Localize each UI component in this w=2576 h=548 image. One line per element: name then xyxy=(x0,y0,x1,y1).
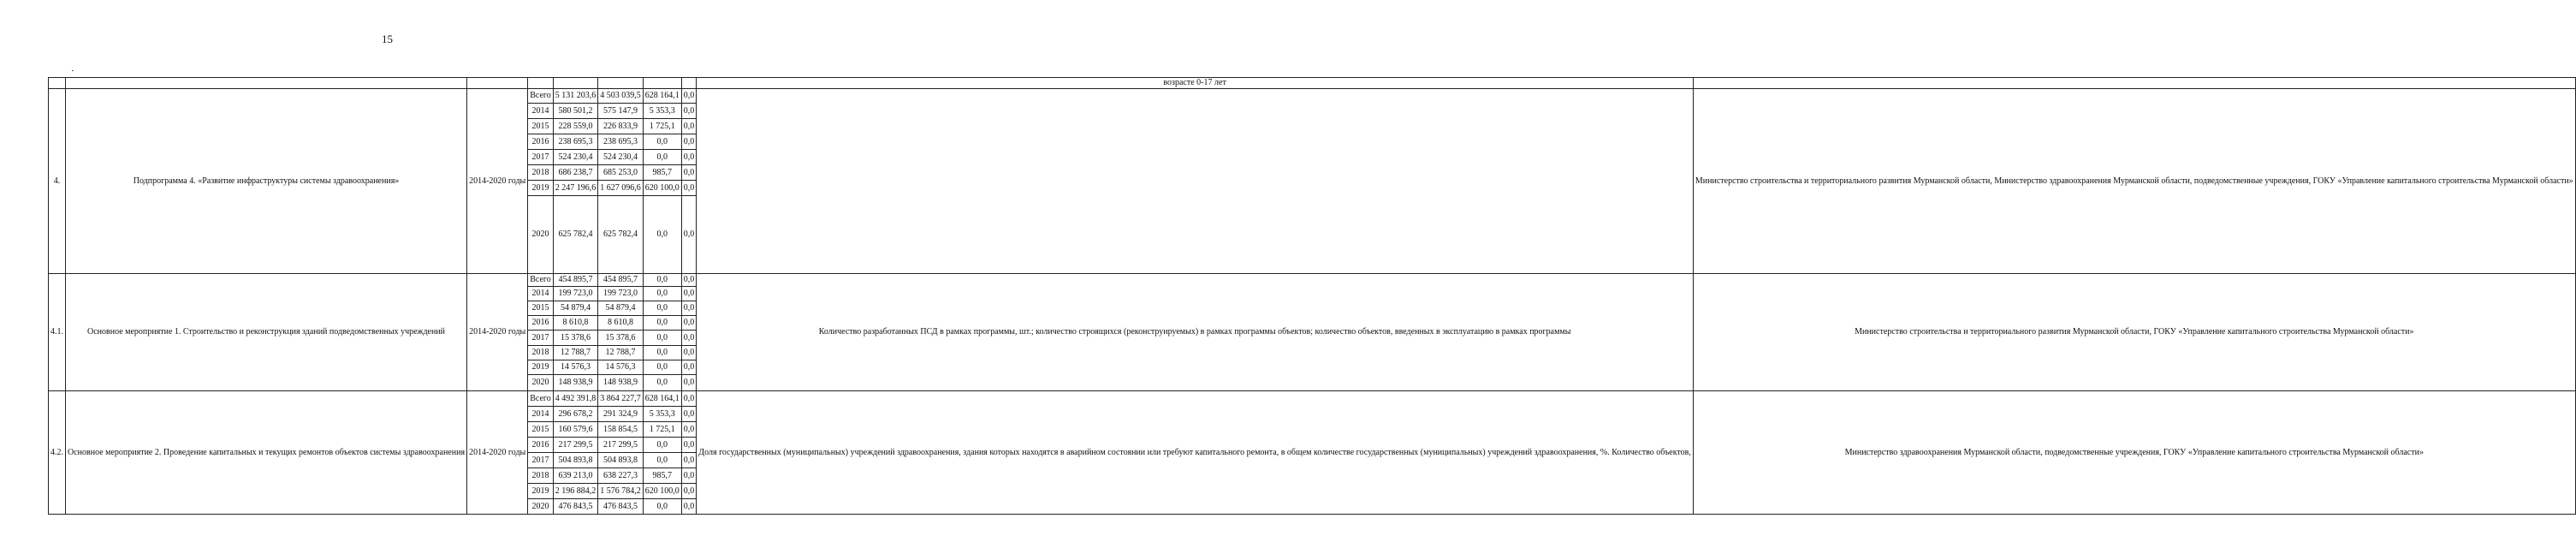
row-regional: 524 230,4 xyxy=(598,150,644,165)
section-executor: Министерство строительства и территориального развития Мурманской области, ГОКУ «Управление капитального строительства Мурманской области» xyxy=(1693,274,2575,391)
row-federal: 0,0 xyxy=(643,375,681,391)
section-period: 2014-2020 годы xyxy=(467,274,528,391)
row-regional: 1 576 784,2 xyxy=(598,484,644,499)
section-name: Подпрограмма 4. «Развитие инфраструктуры системы здравоохранения» xyxy=(66,89,467,274)
row-regional: 4 503 039,5 xyxy=(598,89,644,104)
row-year: 2014 xyxy=(528,287,554,301)
cell-federal xyxy=(643,78,681,89)
section-executor: Министерство строительства и территориального развития Мурманской области, Министерство здравоохранения Мурманской области, подведомственные учреждения, ГОКУ «Управление капитального строительства Мурманской области» xyxy=(1693,89,2575,274)
table-row xyxy=(49,274,2576,287)
row-total: 4 492 391,8 xyxy=(553,391,598,407)
row-regional: 625 782,4 xyxy=(598,196,644,274)
row-other: 0,0 xyxy=(681,150,697,165)
row-federal: 620 100,0 xyxy=(643,181,681,196)
row-total: 625 782,4 xyxy=(553,196,598,274)
row-total: 8 610,8 xyxy=(553,316,598,331)
row-regional: 476 843,5 xyxy=(598,499,644,515)
row-total: 199 723,0 xyxy=(553,287,598,301)
section-indicator: Доля государственных (муниципальных) учреждений здравоохранения, здания которых находятся в аварийном состоянии или требуют капитального ремонта, в общем количестве государственных (муниципальных) учреждений здравоохранения, %. Количество объектов, xyxy=(697,391,1694,515)
row-federal: 620 100,0 xyxy=(643,484,681,499)
row-other: 0,0 xyxy=(681,484,697,499)
row-regional: 3 864 227,7 xyxy=(598,391,644,407)
row-total: 476 843,5 xyxy=(553,499,598,515)
section-number: 4.1. xyxy=(49,274,66,391)
row-other: 0,0 xyxy=(681,375,697,391)
cell-executor xyxy=(1693,78,2575,89)
section-name: Основное мероприятие 1. Строительство и реконструкция зданий подведомственных учреждений xyxy=(66,274,467,391)
row-year: 2020 xyxy=(528,375,554,391)
row-regional: 14 576,3 xyxy=(598,360,644,375)
row-federal: 0,0 xyxy=(643,453,681,468)
continuation-row xyxy=(49,78,2576,89)
row-total: 5 131 203,6 xyxy=(553,89,598,104)
row-federal: 1 725,1 xyxy=(643,119,681,134)
section-number: 4.2. xyxy=(49,391,66,515)
row-year: 2019 xyxy=(528,360,554,375)
row-regional: 8 610,8 xyxy=(598,316,644,331)
row-federal: 0,0 xyxy=(643,438,681,453)
row-year: 2018 xyxy=(528,468,554,484)
row-total: 524 230,4 xyxy=(553,150,598,165)
row-regional: 454 895,7 xyxy=(598,274,644,287)
row-regional: 15 378,6 xyxy=(598,331,644,346)
row-federal: 0,0 xyxy=(643,316,681,331)
row-regional: 1 627 096,6 xyxy=(598,181,644,196)
row-federal: 1 725,1 xyxy=(643,422,681,438)
row-federal: 0,0 xyxy=(643,150,681,165)
row-federal: 628 164,1 xyxy=(643,89,681,104)
row-total: 504 893,8 xyxy=(553,453,598,468)
row-total: 54 879,4 xyxy=(553,301,598,316)
program-table xyxy=(48,77,2576,515)
row-federal: 0,0 xyxy=(643,346,681,360)
row-total: 454 895,7 xyxy=(553,274,598,287)
row-federal: 985,7 xyxy=(643,468,681,484)
row-year: 2017 xyxy=(528,331,554,346)
row-total: 12 788,7 xyxy=(553,346,598,360)
cell-period xyxy=(467,78,528,89)
row-total: 639 213,0 xyxy=(553,468,598,484)
row-regional: 148 938,9 xyxy=(598,375,644,391)
row-other: 0,0 xyxy=(681,287,697,301)
row-other: 0,0 xyxy=(681,346,697,360)
row-regional: 575 147,9 xyxy=(598,104,644,119)
row-federal: 5 353,3 xyxy=(643,407,681,422)
row-year: 2015 xyxy=(528,119,554,134)
cell-name xyxy=(66,78,467,89)
row-other: 0,0 xyxy=(681,89,697,104)
page-number: 15 xyxy=(382,33,393,45)
row-federal: 0,0 xyxy=(643,287,681,301)
row-year: 2019 xyxy=(528,181,554,196)
cell-total xyxy=(553,78,598,89)
row-other: 0,0 xyxy=(681,453,697,468)
row-total: 296 678,2 xyxy=(553,407,598,422)
row-other: 0,0 xyxy=(681,391,697,407)
row-year: 2018 xyxy=(528,165,554,181)
row-total: 2 196 884,2 xyxy=(553,484,598,499)
row-other: 0,0 xyxy=(681,165,697,181)
row-total: 160 579,6 xyxy=(553,422,598,438)
row-other: 0,0 xyxy=(681,119,697,134)
table-row xyxy=(49,391,2576,407)
row-regional: 199 723,0 xyxy=(598,287,644,301)
cell-num xyxy=(49,78,66,89)
row-total: 238 695,3 xyxy=(553,134,598,150)
cell-regional xyxy=(598,78,644,89)
row-federal: 0,0 xyxy=(643,196,681,274)
row-other: 0,0 xyxy=(681,407,697,422)
row-year: 2014 xyxy=(528,407,554,422)
row-year: 2014 xyxy=(528,104,554,119)
row-other: 0,0 xyxy=(681,499,697,515)
row-federal: 0,0 xyxy=(643,331,681,346)
row-year: 2020 xyxy=(528,499,554,515)
row-year: 2016 xyxy=(528,134,554,150)
row-federal: 0,0 xyxy=(643,360,681,375)
section-name: Основное мероприятие 2. Проведение капитальных и текущих ремонтов объектов системы здравоохранения xyxy=(66,391,467,515)
row-other: 0,0 xyxy=(681,274,697,287)
section-number: 4. xyxy=(49,89,66,274)
row-other: 0,0 xyxy=(681,468,697,484)
row-year: 2015 xyxy=(528,422,554,438)
row-other: 0,0 xyxy=(681,301,697,316)
row-year: 2018 xyxy=(528,346,554,360)
row-regional: 226 833,9 xyxy=(598,119,644,134)
row-other: 0,0 xyxy=(681,360,697,375)
row-federal: 0,0 xyxy=(643,134,681,150)
row-federal: 985,7 xyxy=(643,165,681,181)
section-executor: Министерство здравоохранения Мурманской области, подведомственные учреждения, ГОКУ «Управление капитального строительства Мурманской области» xyxy=(1693,391,2575,515)
row-total: 228 559,0 xyxy=(553,119,598,134)
scan-speck xyxy=(72,70,74,71)
row-year: 2020 xyxy=(528,196,554,274)
row-federal: 5 353,3 xyxy=(643,104,681,119)
row-year: 2019 xyxy=(528,484,554,499)
row-year: Всего xyxy=(528,89,554,104)
row-year: 2016 xyxy=(528,438,554,453)
row-regional: 685 253,0 xyxy=(598,165,644,181)
row-year: Всего xyxy=(528,274,554,287)
row-other: 0,0 xyxy=(681,316,697,331)
row-other: 0,0 xyxy=(681,104,697,119)
row-year: 2015 xyxy=(528,301,554,316)
section-period: 2014-2020 годы xyxy=(467,391,528,515)
section-indicator xyxy=(697,89,1694,274)
row-regional: 238 695,3 xyxy=(598,134,644,150)
row-federal: 628 164,1 xyxy=(643,391,681,407)
row-federal: 0,0 xyxy=(643,301,681,316)
row-other: 0,0 xyxy=(681,331,697,346)
row-regional: 504 893,8 xyxy=(598,453,644,468)
row-other: 0,0 xyxy=(681,422,697,438)
row-regional: 638 227,3 xyxy=(598,468,644,484)
row-total: 217 299,5 xyxy=(553,438,598,453)
row-other: 0,0 xyxy=(681,196,697,274)
cell-indicator: возрасте 0-17 лет xyxy=(697,78,1694,89)
row-federal: 0,0 xyxy=(643,274,681,287)
row-other: 0,0 xyxy=(681,134,697,150)
section-indicator: Количество разработанных ПСД в рамках программы, шт.; количество строящихся (реконструируемых) в рамках программы объектов; количество объектов, введенных в эксплуатацию в рамках программы xyxy=(697,274,1694,391)
row-year: 2017 xyxy=(528,150,554,165)
row-regional: 54 879,4 xyxy=(598,301,644,316)
row-total: 686 238,7 xyxy=(553,165,598,181)
row-regional: 217 299,5 xyxy=(598,438,644,453)
row-year: 2016 xyxy=(528,316,554,331)
row-federal: 0,0 xyxy=(643,499,681,515)
row-total: 148 938,9 xyxy=(553,375,598,391)
table-row xyxy=(49,89,2576,104)
row-total: 14 576,3 xyxy=(553,360,598,375)
row-other: 0,0 xyxy=(681,438,697,453)
row-total: 2 247 196,6 xyxy=(553,181,598,196)
row-regional: 291 324,9 xyxy=(598,407,644,422)
section-period: 2014-2020 годы xyxy=(467,89,528,274)
cell-other xyxy=(681,78,697,89)
row-regional: 158 854,5 xyxy=(598,422,644,438)
cell-year xyxy=(528,78,554,89)
row-total: 580 501,2 xyxy=(553,104,598,119)
row-year: Всего xyxy=(528,391,554,407)
row-year: 2017 xyxy=(528,453,554,468)
row-total: 15 378,6 xyxy=(553,331,598,346)
row-regional: 12 788,7 xyxy=(598,346,644,360)
row-other: 0,0 xyxy=(681,181,697,196)
